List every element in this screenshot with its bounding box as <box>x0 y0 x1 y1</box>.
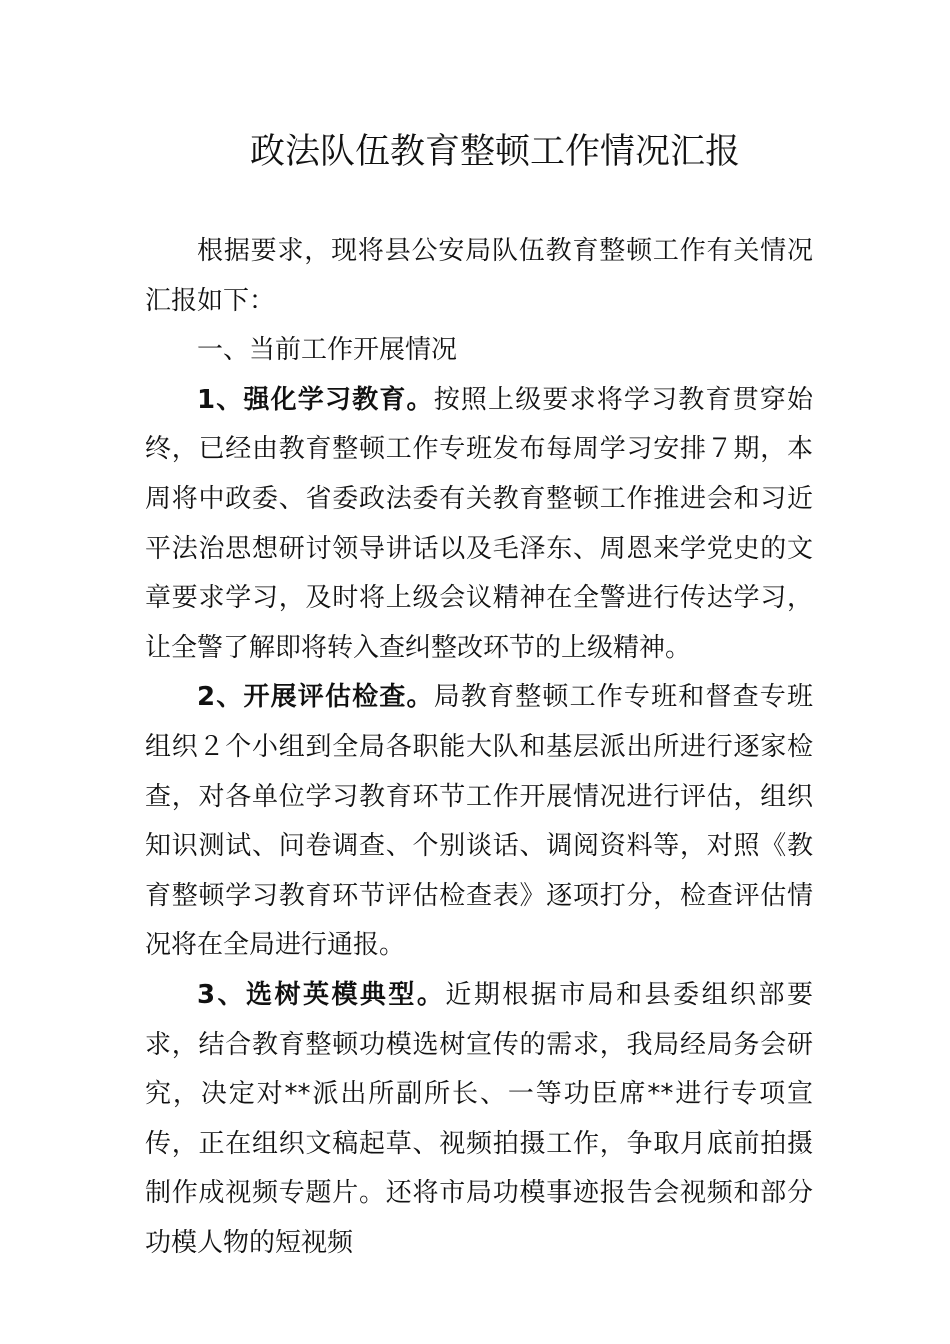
item-lead-3: 3、选树英模典型。 <box>197 979 446 1010</box>
document-title: 政法队伍教育整顿工作情况汇报 <box>249 132 740 172</box>
item-lead-1: 1、强化学习教育。 <box>197 384 434 415</box>
item-text-3: 近期根据市局和县委组织部要求，结合教育整顿功模选树宣传的需求，我局经局务会研究，决定对**派出所副所长、一等功臣席**进行专项宣传，正在组织文稿起草、视频拍摄工作，争取月底前拍摄制作成视频专题片。还将市局功模事迹报告会视频和部分功模人物的短视频 <box>145 979 813 1258</box>
section-heading: 一、当前工作开展情况 <box>197 335 458 366</box>
item-lead-2: 2、开展评估检查。 <box>197 682 434 713</box>
item-paragraph-1 <box>145 376 813 674</box>
item-text-2: 局教育整顿工作专班和督查专班组织２个小组到全局各职能大队和基层派出所进行逐家检查，对各单位学习教育环节工作开展情况进行评估，组织知识测试、问卷调查、个别谈话、调阅资料等，对照《教育整顿学习教育环节评估检查表》逐项打分，检查评估情况将在全局进行通报。 <box>145 682 813 961</box>
intro-paragraph: 根据要求，现将县公安局队伍教育整顿工作有关情况汇报如下： <box>145 236 813 316</box>
item-paragraph-3 <box>145 971 813 1269</box>
item-paragraph-2 <box>145 673 813 971</box>
item-text-1: 按照上级要求将学习教育贯穿始终，已经由教育整顿工作专班发布每周学习安排７期，本周将中政委、省委政法委有关教育整顿工作推进会和习近平法治思想研讨领导讲话以及毛泽东、周恩来学党史的文章要求学习，及时将上级会议精神在全警进行传达学习，让全警了解即将转入查纠整改环节的上级精神。 <box>145 384 813 663</box>
document-body <box>145 227 813 1268</box>
